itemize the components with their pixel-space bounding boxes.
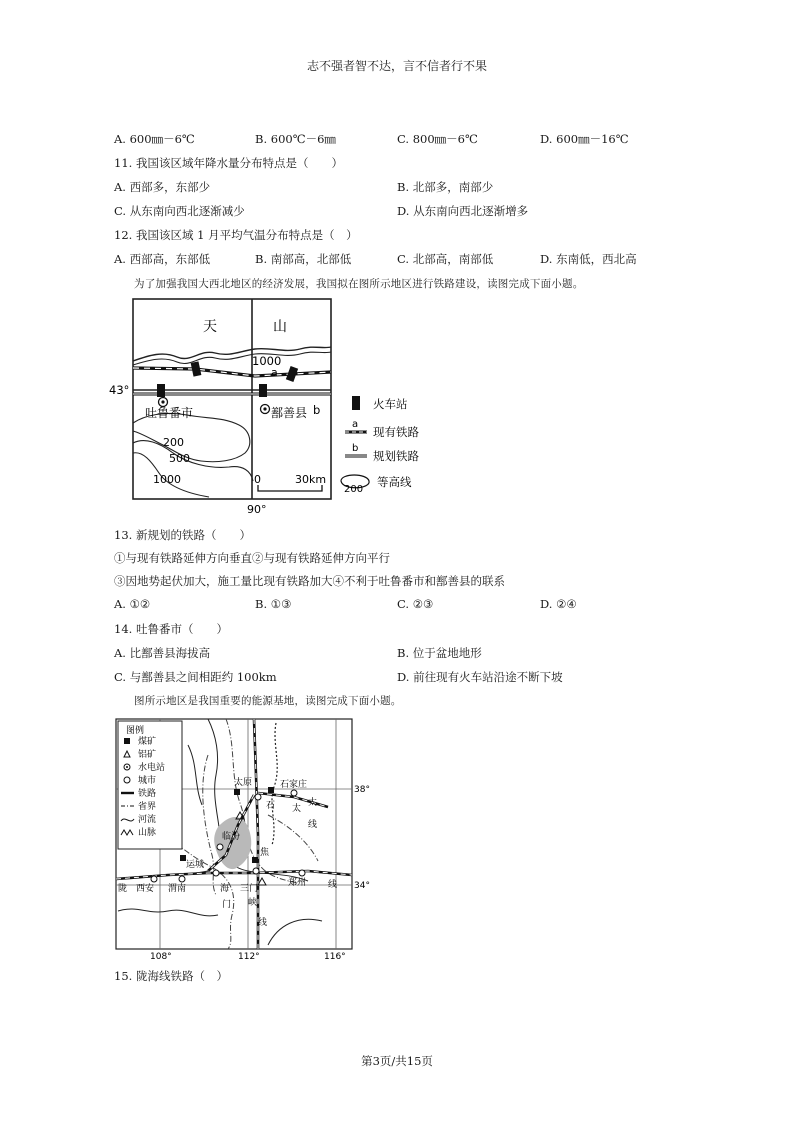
q13-option-a: A. ①② — [114, 597, 151, 611]
tianshan-label-2: 山 — [273, 319, 287, 335]
label-xian1: 线 — [308, 820, 318, 830]
legend-mountain: 山脉 — [138, 828, 157, 838]
label-lat-38: 38° — [354, 785, 370, 795]
legend-aluminium: 铝矿 — [138, 750, 157, 760]
contour-label-1000: 1000 — [153, 473, 181, 486]
q13-option-c: C. ②③ — [397, 597, 434, 611]
legend-title: 图例 — [126, 726, 145, 736]
legend-contour-label: 等高线 — [377, 475, 412, 489]
intro-energy-base: 图所示地区是我国重要的能源基地，读图完成下面小题。 — [134, 695, 402, 707]
line-b-label: b — [313, 403, 321, 417]
river-southeast — [268, 919, 322, 945]
city-icon — [179, 876, 185, 882]
q14-stem: 14. 吐鲁番市（ ） — [114, 622, 228, 636]
q12-option-d: D. 东南低，西北高 — [540, 252, 637, 266]
page-footer: 第3页/共15页 — [361, 1054, 433, 1068]
q11-option-a: A. 西部多，东部少 — [114, 180, 211, 194]
train-station-icon — [157, 384, 165, 397]
contour-label-200: 200 — [163, 436, 184, 449]
tianshan-label-1: 天 — [203, 319, 217, 335]
label-jiao: 焦 — [260, 848, 270, 858]
label-linfen: 临汾 — [222, 832, 241, 842]
legend-railway: 铁路 — [138, 789, 157, 799]
line-a-label: a — [271, 366, 278, 379]
q10-option-b: B. 600℃－6㎜ — [255, 132, 336, 146]
label-hai: 海 — [220, 884, 230, 894]
q10-option-d: D. 600㎜－16℃ — [540, 132, 629, 146]
city-icon — [151, 876, 157, 882]
coal-mine-icon — [252, 857, 258, 863]
legend-planned-label: 规划铁路 — [373, 449, 419, 463]
legend-coal-icon — [124, 738, 130, 744]
contour-label-1000: 1000 — [252, 354, 282, 368]
legend-existing-label: 现有铁路 — [373, 425, 419, 439]
q12-option-a: A. 西部高，东部低 — [114, 252, 211, 266]
q11-stem: 11. 我国该区域年降水量分布特点是（ ） — [114, 156, 343, 170]
coal-mine-icon — [234, 789, 240, 795]
label-shi: 石 — [266, 801, 276, 811]
q11-option-d: D. 从东南向西北逐渐增多 — [397, 204, 529, 218]
city-icon — [255, 794, 261, 800]
intro-railway: 为了加强我国大西北地区的经济发展，我国拟在图所示地区进行铁路建设，读图完成下面小题。 — [134, 278, 584, 290]
coal-mine-icon — [268, 787, 274, 793]
city-icon — [253, 868, 259, 874]
river-south — [118, 909, 218, 916]
q12-stem: 12. 我国该区域 1 月平均气温分布特点是（ ） — [114, 228, 358, 242]
city-icon — [217, 844, 223, 850]
scale-zero: 0 — [254, 473, 261, 486]
q13-option-d: D. ②④ — [540, 597, 577, 611]
page-header: 志不强者智不达，言不信者行不果 — [306, 59, 487, 73]
mountain-taihang — [272, 723, 277, 845]
existing-railway-a — [133, 368, 331, 376]
energy-base-map — [108, 715, 370, 961]
train-station-icon — [191, 361, 202, 376]
q14-option-a: A. 比鄯善县海拔高 — [114, 646, 211, 660]
turpan-railway-map — [105, 293, 445, 515]
city-icon — [213, 870, 219, 876]
city-icon — [299, 870, 305, 876]
q14-option-b: B. 位于盆地地形 — [397, 646, 482, 660]
label-sanmen: 三门 — [240, 884, 259, 894]
q13-statement-2: ③因地势起伏加大，施工量比现有铁路加大④不利于吐鲁番市和鄯善县的联系 — [114, 574, 505, 588]
label-tai1: 太 — [292, 804, 302, 814]
label-shijiazhuang: 石家庄 — [280, 780, 308, 790]
label-xian3: 线 — [258, 918, 268, 928]
label-yuncheng: 运城 — [186, 860, 205, 870]
city-shanshan-dot — [263, 407, 266, 410]
river-fen-upper — [188, 745, 202, 805]
q13-stem: 13. 新规划的铁路（ ） — [114, 528, 251, 542]
legend-border: 省界 — [138, 802, 157, 812]
q10-option-c: C. 800㎜－6℃ — [397, 132, 478, 146]
legend-city: 城市 — [138, 776, 157, 786]
contour-500 — [133, 441, 253, 481]
legend-a-label: a — [352, 419, 359, 430]
q13-option-b: B. ①③ — [255, 597, 292, 611]
label-lat-34: 34° — [354, 881, 370, 891]
label-weinan: 渭南 — [168, 884, 187, 894]
label-men: 门 — [222, 900, 232, 910]
label-lon-112: 112° — [238, 952, 260, 961]
legend-coal: 煤矿 — [138, 737, 157, 747]
contour-label-500: 500 — [169, 452, 190, 465]
lat-43-label: 43° — [109, 383, 130, 397]
q14-option-d: D. 前往现有火车站沿途不断下坡 — [397, 670, 563, 684]
label-xian2: 线 — [328, 880, 338, 890]
lon-90-label: 90° — [247, 503, 267, 515]
q15-stem: 15. 陇海线铁路（ ） — [114, 969, 228, 983]
city-turpan-dot — [161, 400, 164, 403]
q12-option-c: C. 北部高，南部低 — [397, 252, 494, 266]
q10-option-a: A. 600㎜－6℃ — [114, 132, 195, 146]
q11-option-b: B. 北部多，南部少 — [397, 180, 494, 194]
legend-station-icon — [352, 396, 360, 410]
label-long: 陇 — [118, 884, 128, 894]
q12-option-b: B. 南部高，北部低 — [255, 252, 352, 266]
legend-station-label: 火车站 — [373, 397, 408, 411]
label-zhengzhou: 郑州 — [288, 878, 307, 888]
legend-river: 河流 — [138, 815, 157, 825]
scale-30km: 30km — [295, 473, 327, 486]
city-shanshan-label: 鄯善县 — [271, 406, 308, 420]
train-station-icon — [259, 384, 267, 397]
label-lon-108: 108° — [150, 952, 172, 961]
legend-city-icon — [124, 777, 130, 783]
q11-option-c: C. 从东南向西北逐渐减少 — [114, 204, 245, 218]
legend-b-label: b — [352, 443, 359, 454]
label-taiyuan: 太原 — [234, 778, 253, 788]
label-xia: 峡 — [248, 898, 258, 908]
city-turpan-label: 吐鲁番市 — [145, 406, 194, 420]
label-xian: 西安 — [136, 884, 155, 894]
q13-statement-1: ①与现有铁路延伸方向垂直②与现有铁路延伸方向平行 — [114, 551, 390, 565]
contour-200 — [133, 413, 250, 461]
legend-contour-value: 200 — [344, 484, 364, 495]
q14-option-c: C. 与鄯善县之间相距约 100km — [114, 670, 277, 684]
label-tai2: 太 — [308, 798, 318, 808]
label-lon-116: 116° — [324, 952, 346, 961]
legend-hydro: 水电站 — [138, 763, 166, 773]
railway-jingguang — [254, 719, 258, 949]
city-icon — [291, 790, 297, 796]
